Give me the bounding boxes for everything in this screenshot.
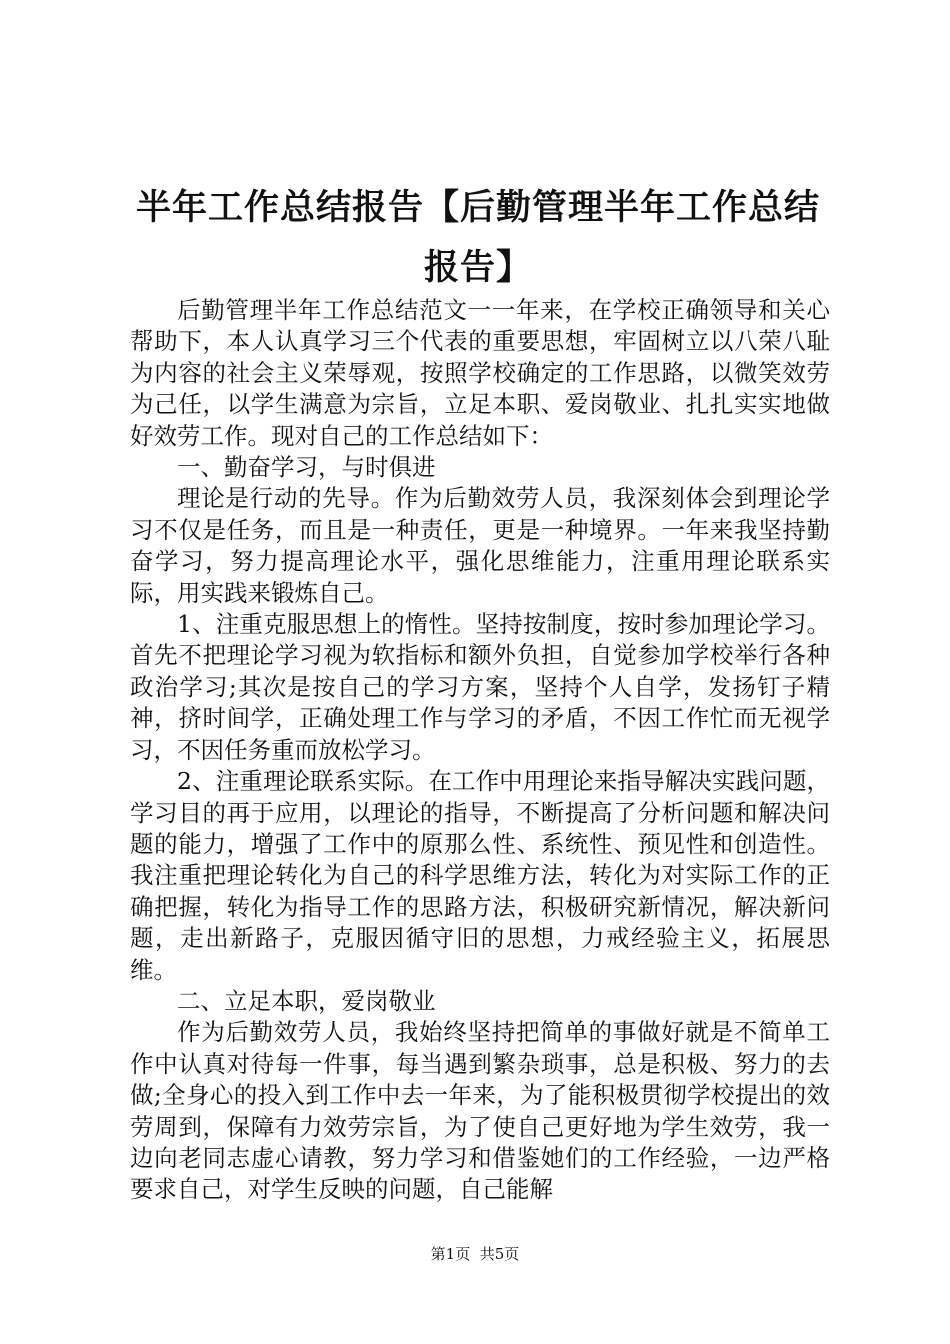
paragraph-theory: 理论是行动的先导。作为后勤效劳人员，我深刻体会到理论学习不仅是任务，而且是一种责任，更是一种境界。一年来我坚持勤奋学习，努力提高理论水平，强化思维能力，注重用理论联系实际，用实践来锻炼自己。 <box>130 484 830 607</box>
paragraph-point-1: 1、注重克服思想上的惰性。坚持按制度，按时参加理论学习。首先不把理论学习视为软指标和额外负担，自觉参加学校举行各种政治学习;其次是按自己的学习方案，坚持个人自学，发扬钉子精神，挤时间学，正确处理工作与学习的矛盾，不因工作忙而无视学习，不因任务重而放松学习。 <box>130 610 830 764</box>
document-title: 半年工作总结报告【后勤管理半年工作总结报告】 <box>135 188 820 288</box>
paragraph-duty: 作为后勤效劳人员，我始终坚持把简单的事做好就是不简单工作中认真对待每一件事，每当遇到繁杂琐事，总是积极、努力的去做;全身心的投入到工作中去一年来，为了能积极贯彻学校提出的效劳周到，保障有力效劳宗旨，为了使自己更好地为学生效劳，我一边向老同志虚心请教，努力学习和借鉴她们的工作经验，一边严格要求自己，对学生反映的问题，自己能解 <box>130 1018 830 1204</box>
section-heading-1: 一、勤奋学习，与时俱进 <box>177 453 436 482</box>
page-total: 共5页 <box>479 1245 520 1263</box>
paragraph-intro: 后勤管理半年工作总结范文一一年来，在学校正确领导和关心帮助下，本人认真学习三个代表的重要思想，牢固树立以八荣八耻为内容的社会主义荣辱观，按照学校确定的工作思路，以微笑效劳为己任，以学生满意为宗旨，立足本职、爱岗敬业、扎扎实实地做好效劳工作。现对自己的工作总结如下： <box>130 296 830 450</box>
page-footer <box>0 1244 950 1264</box>
document-body <box>130 295 830 1206</box>
paragraph-point-2: 2、注重理论联系实际。在工作中用理论来指导解决实践问题，学习目的再于应用，以理论的指导，不断提高了分析问题和解决问题的能力，增强了工作中的原那么性、系统性、预见性和创造性。我注重把理论转化为自己的科学思维方法，转化为对实际工作的正确把握，转化为指导工作的思路方法，积极研究新情况，解决新问题，走出新路子，克服因循守旧的思想，力戒经验主义，拓展思维。 <box>130 767 830 984</box>
section-heading-2: 二、立足本职，爱岗敬业 <box>177 986 436 1015</box>
page-number: 第1页 <box>430 1245 471 1263</box>
